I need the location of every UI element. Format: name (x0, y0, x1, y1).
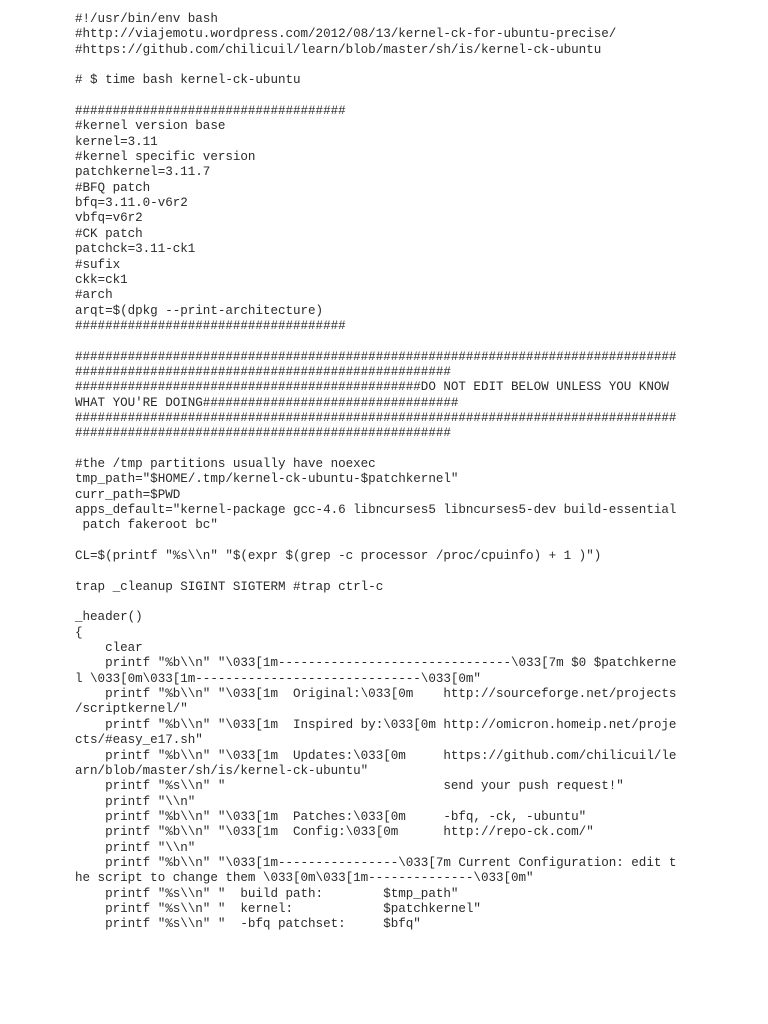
code-line: # $ time bash kernel-ck-ubuntu (75, 73, 301, 88)
code-line: tmp_path="$HOME/.tmp/kernel-ck-ubuntu-$patchkernel" (75, 472, 459, 487)
code-line: #BFQ patch (75, 180, 151, 195)
code-line: patchck=3.11-ck1 (75, 242, 196, 257)
code-line (75, 89, 675, 104)
code-line (75, 564, 675, 579)
code-line: bfq=3.11.0-v6r2 (75, 196, 188, 211)
code-line: ckk=ck1 (75, 272, 128, 287)
code-line: #################################### (75, 318, 346, 333)
code-line: curr_path=$PWD (75, 487, 181, 502)
code-line: #arch (75, 288, 113, 303)
code-line: arqt=$(dpkg --print-architecture) (75, 303, 324, 318)
code-line: /scriptkernel/" (75, 702, 188, 717)
code-line: cts/#easy_e17.sh" (75, 733, 203, 748)
code-line: ################################################################################ (75, 349, 677, 364)
code-line: #kernel version base (75, 119, 226, 134)
code-line (75, 534, 675, 549)
code-line: clear (75, 641, 143, 656)
code-line: _header() (75, 610, 143, 625)
code-line: printf "%s\\n" " kernel: $patchkernel" (75, 901, 481, 916)
code-line: l \033[0m\033[1m------------------------------\033[0m" (75, 671, 481, 686)
code-line: trap _cleanup SIGINT SIGTERM #trap ctrl-c (75, 579, 384, 594)
code-line: WHAT YOU'RE DOING################################## (75, 395, 459, 410)
code-line: arn/blob/master/sh/is/kernel-ck-ubuntu" (75, 763, 369, 778)
code-line: kernel=3.11 (75, 134, 158, 149)
code-line: printf "%b\\n" "\033[1m Original:\033[0m http://sourceforge.net/projects (75, 687, 677, 702)
code-line: printf "%b\\n" "\033[1m Updates:\033[0m https://github.com/chilicuil/le (75, 748, 677, 763)
code-line: #!/usr/bin/env bash (75, 12, 218, 26)
code-line: #kernel specific version (75, 150, 256, 165)
code-line: apps_default="kernel-package gcc-4.6 libncurses5 libncurses5-dev build-essential (75, 503, 677, 517)
code-line: printf "%b\\n" "\033[1m----------------\033[7m Current Configuration: edit t (75, 855, 677, 870)
code-line: #CK patch (75, 226, 143, 241)
code-line: vbfq=v6r2 (75, 211, 143, 226)
code-line: printf "%b\\n" "\033[1m Inspired by:\033[0m http://omicron.homeip.net/proje (75, 717, 677, 732)
code-line: printf "%s\\n" " -bfq patchset: $bfq" (75, 917, 421, 932)
code-line: #https://github.com/chilicuil/learn/blob/master/sh/is/kernel-ck-ubuntu (75, 42, 602, 57)
code-line: #http://viajemotu.wordpress.com/2012/08/13/kernel-ck-for-ubuntu-precise/ (75, 27, 617, 42)
code-line: #sufix (75, 257, 121, 272)
code-line (75, 58, 675, 73)
code-line (75, 442, 675, 457)
code-line: ################################################## (75, 364, 451, 379)
code-line: patchkernel=3.11.7 (75, 165, 211, 180)
code-line: printf "\\n" (75, 840, 196, 855)
code-line: he script to change them \033[0m\033[1m--------------\033[0m" (75, 871, 534, 886)
code-line: CL=$(printf "%s\\n" "$(expr $(grep -c processor /proc/cpuinfo) + 1 )") (75, 549, 602, 564)
code-line: { (75, 625, 83, 640)
code-line: printf "%b\\n" "\033[1m-------------------------------\033[7m $0 $patchkerne (75, 656, 677, 671)
code-line (75, 334, 675, 349)
code-line: ################################################## (75, 426, 451, 441)
code-line: printf "\\n" (75, 794, 196, 809)
code-line: printf "%b\\n" "\033[1m Config:\033[0m http://repo-ck.com/" (75, 825, 594, 840)
code-line (75, 595, 675, 610)
code-line: printf "%s\\n" " send your push request!" (75, 779, 624, 794)
code-line: #the /tmp partitions usually have noexec (75, 456, 376, 471)
code-line: patch fakeroot bc" (75, 518, 218, 533)
code-line: ################################################################################ (75, 410, 677, 425)
code-line: printf "%b\\n" "\033[1m Patches:\033[0m -bfq, -ck, -ubuntu" (75, 809, 587, 824)
code-line: ##############################################DO NOT EDIT BELOW UNLESS YOU KNOW (75, 380, 669, 395)
code-line: #################################### (75, 104, 346, 119)
script-listing (75, 12, 675, 933)
code-line: printf "%s\\n" " build path: $tmp_path" (75, 886, 459, 901)
